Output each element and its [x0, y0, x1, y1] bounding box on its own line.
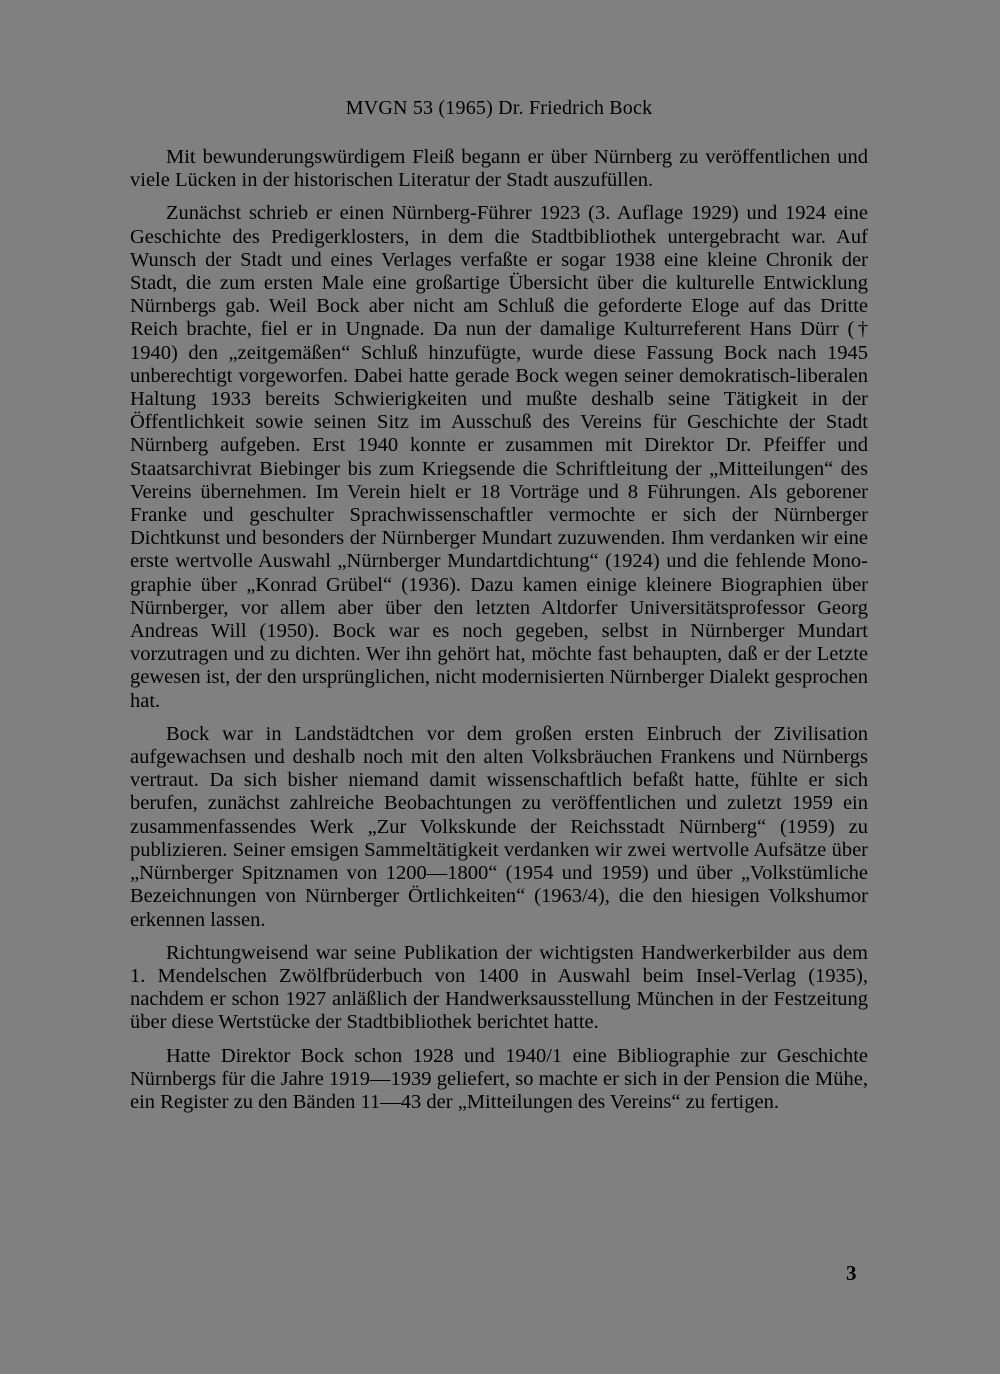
body-text	[130, 146, 868, 1124]
paragraph: Hatte Direktor Bock schon 1928 und 1940/1 eine Bibliographie zur Geschichte Nürnbergs für die Jahre 1919—1939 geliefert, so machte er sich in der Pension die Mühe, ein Register zu den Bänden 11—43 der „Mitteilungen des Vereins“ zu fertigen.	[130, 1044, 868, 1113]
page-number: 3	[846, 1261, 857, 1285]
paragraph: Zunächst schrieb er einen Nürnberg-Führer 1923 (3. Auflage 1929) und 1924 eine Geschichte des Predigerklosters, in dem die Stadtbibliothek untergebracht war. Auf Wunsch der Stadt und eines Verlages verfaßte er sogar 1938 eine kleine Chronik der Stadt, die zum ersten Male eine großartige Übersicht über die kulturelle Entwicklung Nürnbergs gab. Weil Bock aber nicht am Schluß die geforderte Eloge auf das Dritte Reich brachte, fiel er in Ungnade. Da nun der damalige Kulturreferent Hans Dürr († 1940) den „zeitgemäßen“ Schluß hinzufügte, wurde diese Fassung Bock nach 1945 unberechtigt vorgeworfen. Dabei hatte gerade Bock wegen seiner demokratisch-liberalen Haltung 1933 bereits Schwierigkeiten und mußte deshalb seine Tätigkeit in der Öffentlichkeit sowie seinen Sitz im Ausschuß des Vereins für Geschichte der Stadt Nürnberg aufgeben. Erst 1940 konnte er zusammen mit Direktor Dr. Pfeiffer und Staatsarchivrat Biebinger bis zum Kriegsende die Schriftleitung der „Mitteilungen“ des Vereins übernehmen. Im Verein hielt er 18 Vorträge und 8 Führungen. Als geborener Franke und geschulter Sprachwissenschaftler vermochte er sich der Nürnberger Dichtkunst und besonders der Nürnberger Mundart zuzuwenden. Ihm verdanken wir eine erste wertvolle Auswahl „Nürnberger Mundartdichtung“ (1924) und die fehlende Monographie über „Konrad Grübel“ (1936). Dazu kamen einige kleinere Biographien über Nürnberger, vor allem aber über den letzten Altdorfer Universitätsprofessor Georg Andreas Will (1950). Bock war es noch gegeben, selbst in Nürnberger Mundart vorzutragen und zu dichten. Wer ihn gehört hat, möchte fast behaupten, daß er der Letzte gewesen ist, der den ursprünglichen, nicht modernisierten Nürnberger Dialekt gesprochen hat.	[130, 202, 868, 712]
paragraph: Richtungweisend war seine Publikation der wichtigsten Handwerkerbilder aus dem 1. Mendelschen Zwölfbrüderbuch von 1400 in Auswahl beim Insel-Verlag (1935), nachdem er schon 1927 anläßlich der Handwerksausstellung München in der Festzeitung über diese Wertstücke der Stadtbibliothek berichtet hatte.	[130, 941, 868, 1034]
running-header: MVGN 53 (1965) Dr. Friedrich Bock	[345, 97, 653, 119]
paragraph: Mit bewunderungswürdigem Fleiß begann er über Nürnberg zu veröffentlichen und viele Lücken in der historischen Literatur der Stadt auszufüllen.	[130, 146, 868, 192]
paragraph: Bock war in Landstädtchen vor dem großen ersten Einbruch der Zivilisation aufgewachsen und deshalb noch mit den alten Volksbräuchen Frankens und Nürnbergs vertraut. Da sich bisher niemand damit wissenschaftlich befaßt hatte, fühlte er sich berufen, zunächst zahlreiche Beobachtungen zu veröffentlichen und zuletzt 1959 ein zusammenfassendes Werk „Zur Volkskunde der Reichsstadt Nürnberg“ (1959) zu publizieren. Seiner emsigen Sammeltätigkeit verdanken wir zwei wertvolle Aufsätze über „Nürnberger Spitznamen von 1200—1800“ (1954 und 1959) und über „Volkstümliche Bezeichnungen von Nürnberger Örtlichkeiten“ (1963/4), die den hiesigen Volkshumor erkennen lassen.	[130, 722, 868, 931]
